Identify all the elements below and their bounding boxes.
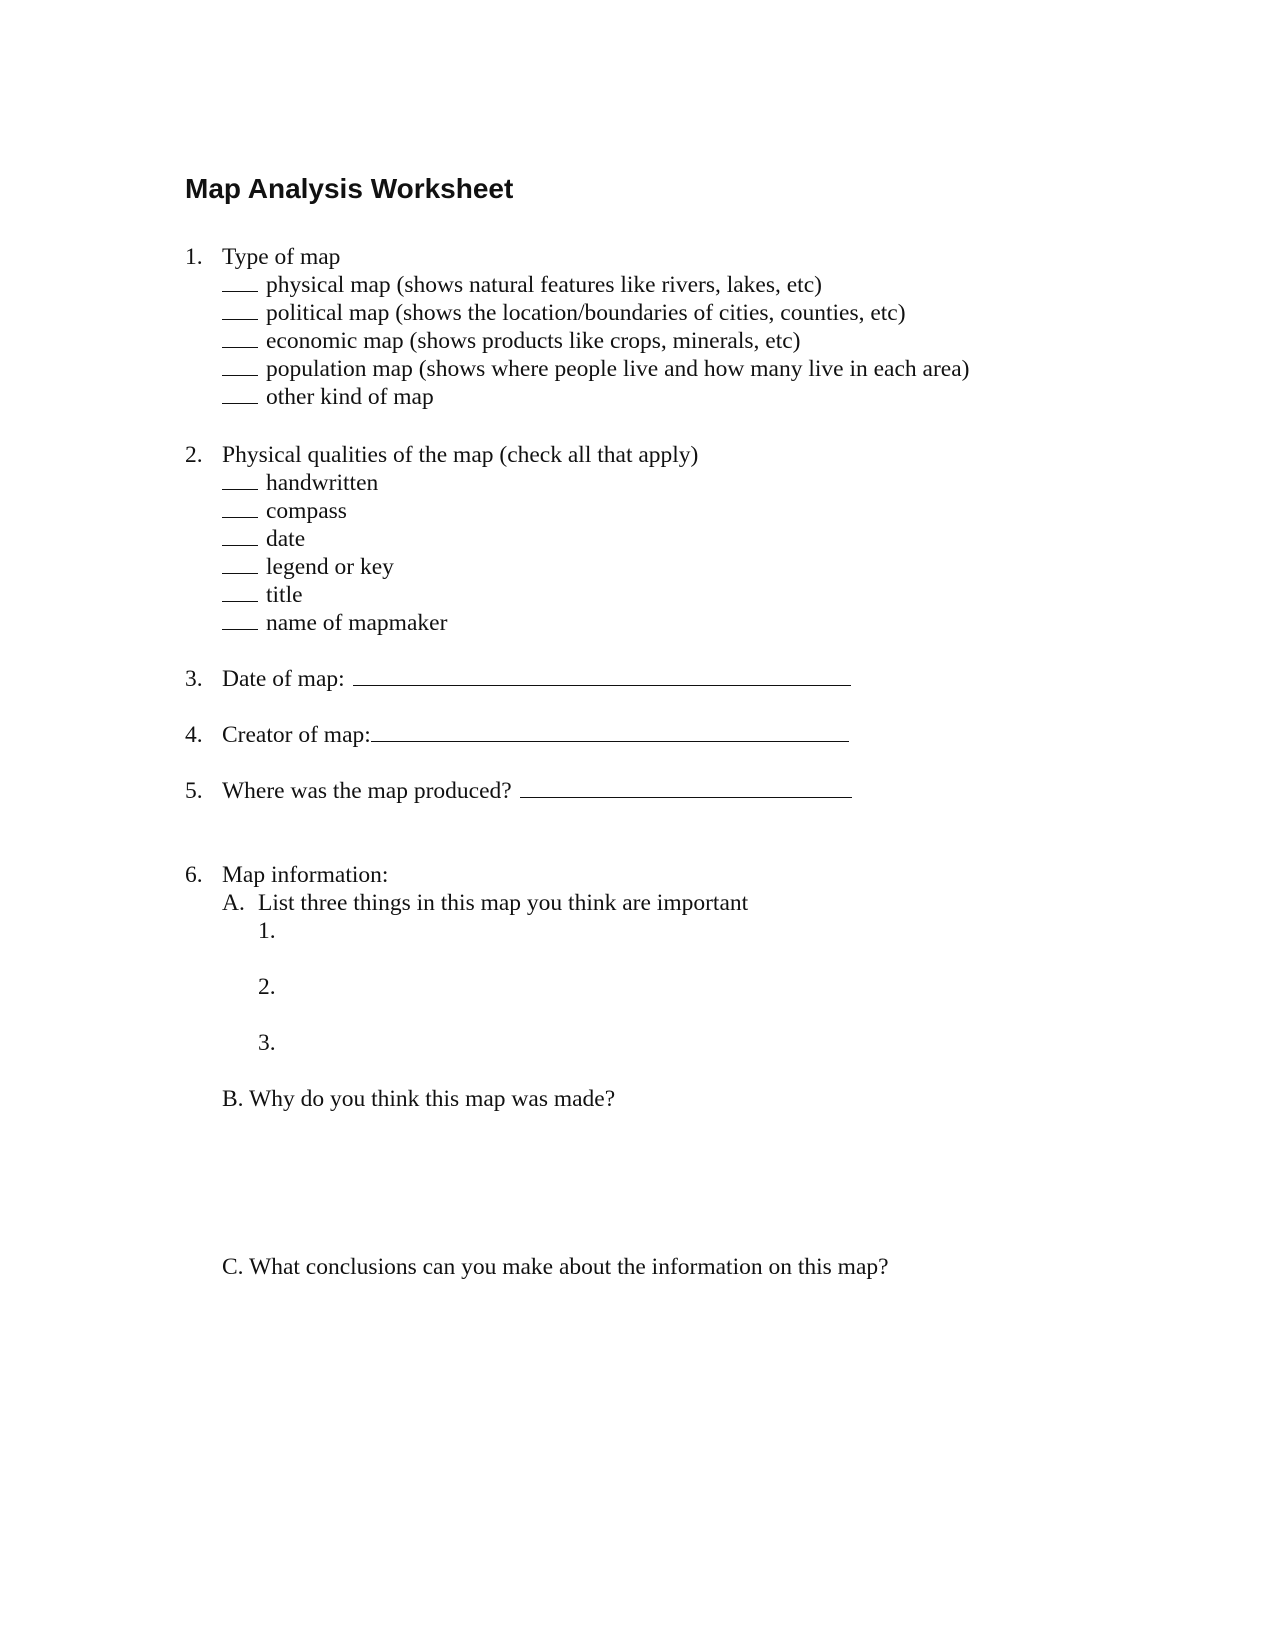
q5-prompt: Where was the map produced? bbox=[222, 778, 512, 804]
date-answer-field[interactable] bbox=[353, 684, 851, 686]
q4-line bbox=[222, 721, 849, 749]
q2-option-compass[interactable] bbox=[222, 497, 347, 525]
q2-option-handwritten[interactable] bbox=[222, 469, 378, 497]
checkbox-blank[interactable] bbox=[222, 572, 258, 574]
q6a-item-2[interactable]: 2. bbox=[258, 974, 276, 1000]
checkbox-blank[interactable] bbox=[222, 402, 258, 404]
q1-number: 1. bbox=[185, 244, 203, 270]
q2-option-mapmaker[interactable] bbox=[222, 609, 447, 637]
q5-line bbox=[222, 777, 852, 805]
checkbox-blank[interactable] bbox=[222, 628, 258, 630]
option-label: political map (shows the location/boundaries of cities, counties, etc) bbox=[266, 300, 906, 326]
option-label: handwritten bbox=[266, 470, 379, 496]
q1-option-physical[interactable] bbox=[222, 271, 822, 299]
option-label: compass bbox=[266, 498, 347, 524]
q6-number: 6. bbox=[185, 862, 203, 888]
creator-answer-field[interactable] bbox=[371, 740, 849, 742]
option-label: population map (shows where people live and how many live in each area) bbox=[266, 356, 970, 382]
q2-option-date[interactable] bbox=[222, 525, 305, 553]
q2-option-title[interactable] bbox=[222, 581, 303, 609]
page-title: Map Analysis Worksheet bbox=[185, 173, 514, 204]
q1-option-economic[interactable] bbox=[222, 327, 800, 355]
q6a-item-3[interactable]: 3. bbox=[258, 1030, 276, 1056]
option-label: name of mapmaker bbox=[266, 610, 448, 636]
q1-option-political[interactable] bbox=[222, 299, 906, 327]
q6a-item-1[interactable]: 1. bbox=[258, 918, 276, 944]
q1-prompt: Type of map bbox=[222, 244, 341, 270]
option-label: physical map (shows natural features like rivers, lakes, etc) bbox=[266, 272, 822, 298]
q6a-label: A. bbox=[222, 890, 245, 916]
option-label: date bbox=[266, 526, 306, 552]
q5-number: 5. bbox=[185, 778, 203, 804]
q6c-prompt: What conclusions can you make about the information on this map? bbox=[249, 1254, 889, 1280]
option-label: legend or key bbox=[266, 554, 394, 580]
q3-number: 3. bbox=[185, 666, 203, 692]
q2-option-legend[interactable] bbox=[222, 553, 394, 581]
production-place-answer-field[interactable] bbox=[520, 796, 852, 798]
q1-option-other[interactable] bbox=[222, 383, 434, 411]
q6b-line[interactable] bbox=[222, 1085, 615, 1113]
q4-prompt: Creator of map: bbox=[222, 722, 371, 748]
option-label: title bbox=[266, 582, 303, 608]
checkbox-blank[interactable] bbox=[222, 318, 258, 320]
checkbox-blank[interactable] bbox=[222, 544, 258, 546]
option-label: economic map (shows products like crops, minerals, etc) bbox=[266, 328, 801, 354]
q3-line bbox=[222, 665, 851, 693]
q1-option-population[interactable] bbox=[222, 355, 969, 383]
q6c-line[interactable] bbox=[222, 1253, 889, 1281]
q6a-prompt: List three things in this map you think are important bbox=[258, 890, 749, 916]
checkbox-blank[interactable] bbox=[222, 290, 258, 292]
checkbox-blank[interactable] bbox=[222, 600, 258, 602]
option-label: other kind of map bbox=[266, 384, 434, 410]
q3-prompt: Date of map: bbox=[222, 666, 345, 692]
q2-number: 2. bbox=[185, 442, 203, 468]
q6b-prompt: Why do you think this map was made? bbox=[249, 1086, 616, 1112]
checkbox-blank[interactable] bbox=[222, 516, 258, 518]
q2-prompt: Physical qualities of the map (check all that apply) bbox=[222, 442, 699, 468]
q6c-label: C. bbox=[222, 1254, 244, 1280]
checkbox-blank[interactable] bbox=[222, 346, 258, 348]
q6-prompt: Map information: bbox=[222, 862, 389, 888]
q6b-label: B. bbox=[222, 1086, 244, 1112]
checkbox-blank[interactable] bbox=[222, 488, 258, 490]
q4-number: 4. bbox=[185, 722, 203, 748]
checkbox-blank[interactable] bbox=[222, 374, 258, 376]
